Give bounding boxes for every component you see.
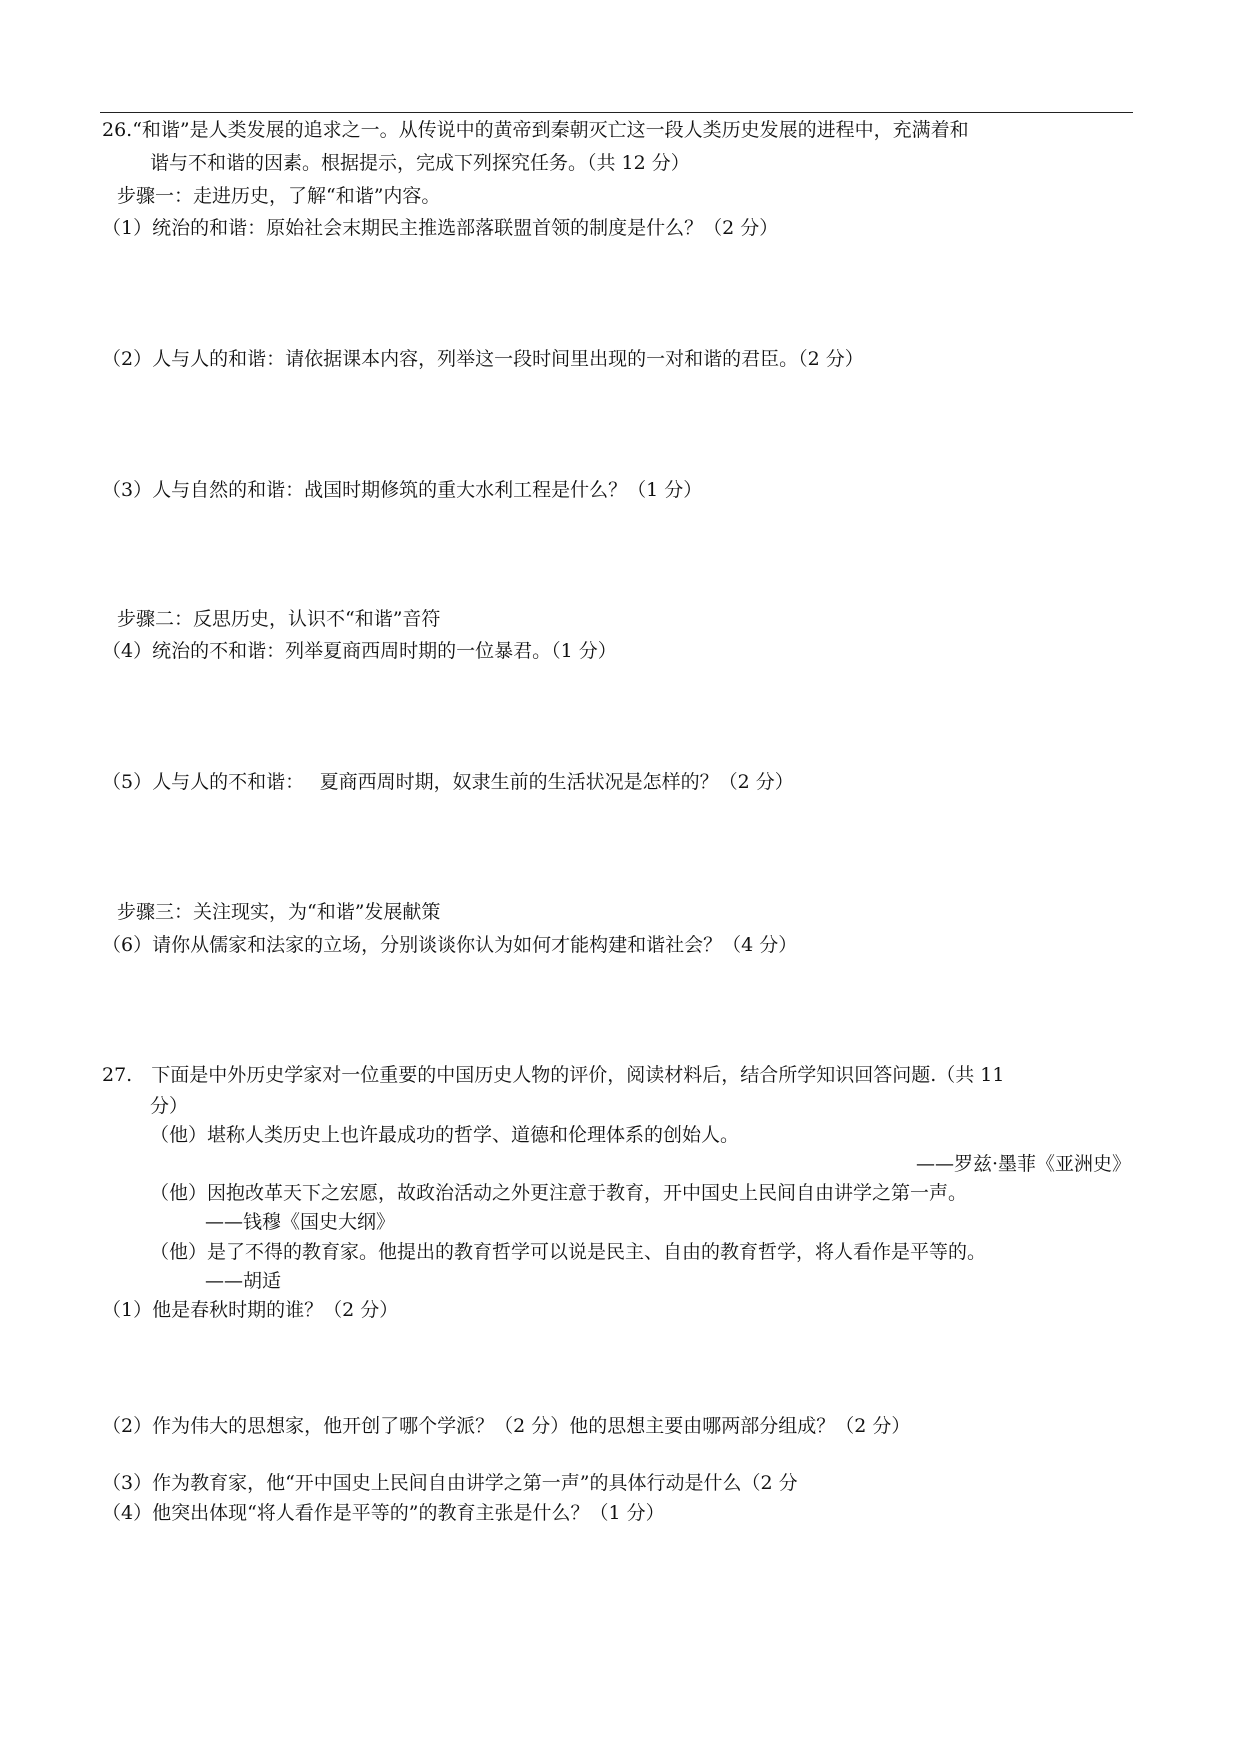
- q26-sub2: （2）人与人的和谐：请依据课本内容，列举这一段时间里出现的一对和谐的君臣。（2 分）: [102, 348, 864, 370]
- q26-sub6: （6）请你从儒家和法家的立场，分别谈谈你认为如何才能构建和谐社会？（4 分）: [102, 934, 798, 956]
- q27-source1: ——罗兹·墨菲《亚洲史》: [915, 1153, 1131, 1175]
- q27-source2: ——钱穆《国史大纲》: [205, 1211, 396, 1233]
- q26-sub3: （3）人与自然的和谐：战国时期修筑的重大水利工程是什么？（1 分）: [102, 479, 703, 501]
- q27-stem-line2: 分）: [150, 1095, 189, 1117]
- q27-source3: ——胡适: [205, 1270, 282, 1292]
- q27-sub2: （2）作为伟大的思想家，他开创了哪个学派？（2 分）他的思想主要由哪两部分组成？（2 分）: [102, 1415, 911, 1437]
- q27-stem-line1: 27. 下面是中外历史学家对一位重要的中国历史人物的评价，阅读材料后，结合所学知识回答问题.（共 11: [102, 1064, 1005, 1086]
- q26-step3: 步骤三：关注现实，为“和谐”发展献策: [117, 901, 441, 923]
- q26-step2: 步骤二：反思历史，认识不“和谐”音符: [117, 608, 441, 630]
- q27-quote3: （他）是了不得的教育家。他提出的教育哲学可以说是民主、自由的教育哲学，将人看作是平等的。: [150, 1241, 987, 1263]
- q26-stem-line2: 谐与不和谐的因素。根据提示，完成下列探究任务。（共 12 分）: [150, 152, 690, 174]
- q26-stem-line1: 26.“和谐”是人类发展的追求之一。从传说中的黄帝到秦朝灭亡这一段人类历史发展的进程中，充满着和: [102, 119, 969, 141]
- q26-step1: 步骤一：走进历史，了解“和谐”内容。: [117, 185, 441, 207]
- q27-quote1: （他）堪称人类历史上也许最成功的哲学、道德和伦理体系的创始人。: [150, 1124, 740, 1146]
- q26-sub4: （4）统治的不和谐：列举夏商西周时期的一位暴君。（1 分）: [102, 640, 617, 662]
- header-rule: [100, 112, 1133, 113]
- q27-sub1: （1）他是春秋时期的谁？（2 分）: [102, 1299, 399, 1321]
- q26-sub5: （5）人与人的不和谐： 夏商西周时期，奴隶生前的生活状况是怎样的？（2 分）: [102, 771, 794, 793]
- q27-sub3: （3）作为教育家，他“开中国史上民间自由讲学之第一声”的具体行动是什么（2 分: [102, 1472, 798, 1494]
- q26-sub1: （1）统治的和谐：原始社会末期民主推选部落联盟首领的制度是什么？（2 分）: [102, 217, 779, 239]
- q27-sub4: （4）他突出体现“将人看作是平等的”的教育主张是什么？（1 分）: [102, 1502, 665, 1524]
- q27-quote2: （他）因抱改革天下之宏愿，故政治活动之外更注意于教育，开中国史上民间自由讲学之第一声。: [150, 1182, 968, 1204]
